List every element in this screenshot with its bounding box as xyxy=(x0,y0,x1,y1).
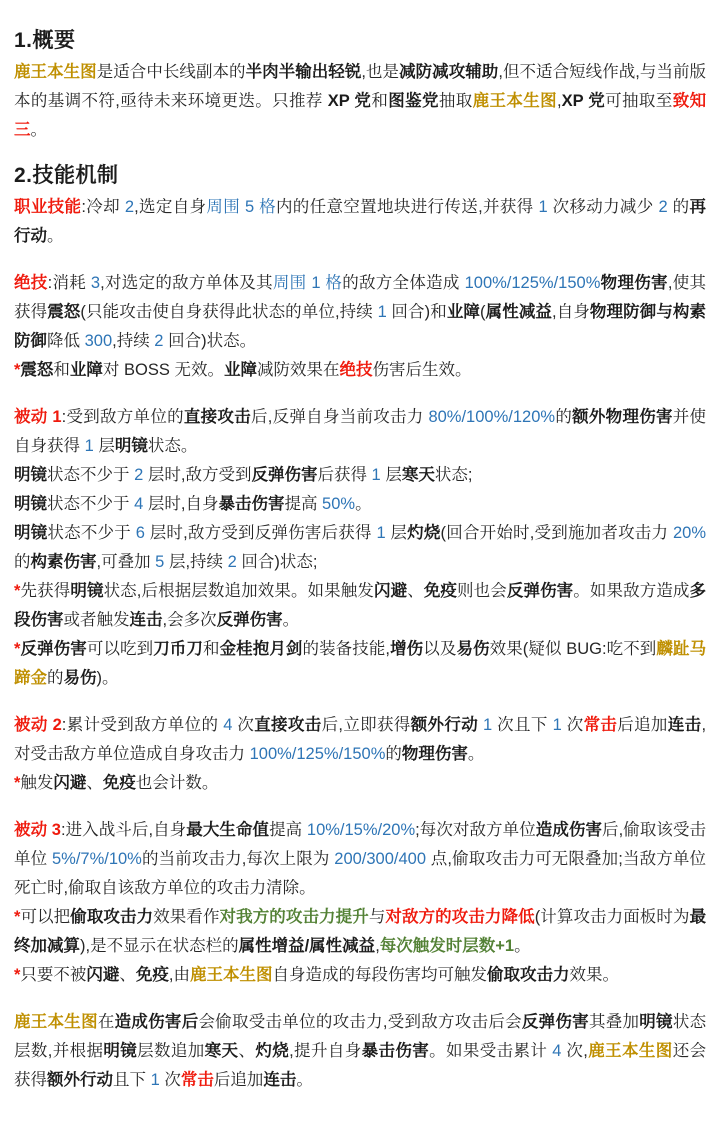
text-run: 的当前攻击力,每次上限为 xyxy=(141,850,335,868)
text-run: 灼烧 xyxy=(255,1042,290,1060)
paragraph xyxy=(14,58,706,145)
text-run: 还会获得 xyxy=(14,1042,707,1089)
text-run: 常击 xyxy=(583,716,618,734)
text-run: 连击 xyxy=(129,611,163,629)
text-run: 100%/125%/150% xyxy=(464,274,601,292)
text-run: 周围 1 格 xyxy=(272,274,343,292)
text-run: 震怒 xyxy=(47,303,81,321)
text-run: ,自身 xyxy=(552,303,590,321)
text-run: 后追加 xyxy=(213,1071,264,1089)
text-run: 。 xyxy=(282,611,300,629)
text-run: 明镜 xyxy=(103,1042,138,1060)
text-run: 次移动力减少 xyxy=(547,198,659,216)
heading-skill-mechanics xyxy=(14,163,706,189)
text-run: 明镜 xyxy=(14,495,47,513)
text-run: 业障 xyxy=(69,361,103,379)
text-run: 可抽取至 xyxy=(605,92,673,110)
text-run: 或者触发 xyxy=(63,611,130,629)
text-run: 反弹伤害 xyxy=(521,1013,589,1031)
text-run: 多段伤害 xyxy=(14,582,707,629)
text-run: 层 xyxy=(93,437,115,455)
text-run: 和 xyxy=(202,640,220,658)
text-run: 每次触发时层数+1 xyxy=(379,937,515,955)
paragraph xyxy=(14,403,706,461)
text-run: 只要不被 xyxy=(20,966,87,984)
text-run: 物理伤害 xyxy=(600,274,668,292)
text-run: 1 xyxy=(538,198,548,216)
text-run: 10%/15%/20% xyxy=(306,821,416,839)
text-run: 闪避 xyxy=(53,774,87,792)
text-run: 金桂抱月剑 xyxy=(219,640,303,658)
text-run: 自身造成的每段伤害均可触发 xyxy=(272,966,488,984)
text-run: 明镜 xyxy=(639,1013,673,1031)
text-run: 业障 xyxy=(223,361,257,379)
text-run: 3 xyxy=(90,274,101,292)
text-run: 与 xyxy=(368,908,386,926)
text-run: 业障 xyxy=(446,303,481,321)
text-run: 对敌方的攻击力降低 xyxy=(385,908,535,926)
text-run: 其叠加 xyxy=(588,1013,640,1031)
text-run: 连击 xyxy=(263,1071,297,1089)
text-run: 。 xyxy=(355,495,372,513)
text-run: 层时,敌方受到反弹伤害后获得 xyxy=(144,524,377,542)
text-run: 增伤 xyxy=(390,640,424,658)
text-run: 层 xyxy=(380,466,402,484)
text-run: :受到敌方单位的 xyxy=(61,408,184,426)
text-run: 次 xyxy=(159,1071,181,1089)
text-run: * xyxy=(14,640,21,658)
text-run: 1.概要 xyxy=(14,29,76,52)
text-run: 伤害后生效。 xyxy=(372,361,472,379)
text-run: 造成伤害 xyxy=(535,821,603,839)
text-run: 和 xyxy=(371,92,389,110)
text-run: 偷取攻击力 xyxy=(70,908,154,926)
text-run: 额外行动 xyxy=(410,716,479,734)
text-run: 也会计数。 xyxy=(135,774,219,792)
text-run: 状态不少于 xyxy=(47,524,136,542)
text-run: 致知三 xyxy=(14,92,707,139)
passive-3-paragraph xyxy=(14,816,706,990)
text-run: (回合开始时,受到施加者攻击力 xyxy=(440,524,673,542)
text-run: 寒天 xyxy=(401,466,435,484)
text-run: 次 xyxy=(561,716,584,734)
text-run: 鹿王本生图 xyxy=(14,1013,98,1031)
text-run: 绝技 xyxy=(339,361,373,379)
text-run: 可以吃到 xyxy=(86,640,154,658)
text-run: ,由 xyxy=(168,966,191,984)
text-run: 、 xyxy=(86,774,103,792)
text-run: 的 xyxy=(667,198,690,216)
text-run: 震怒 xyxy=(20,361,54,379)
text-run: 4 xyxy=(134,495,144,513)
text-run: 1 xyxy=(84,437,94,455)
text-run: 点,偷取攻击力可无限叠加;当敌方单位死亡时,偷取自该敌方单位的攻击力清除。 xyxy=(14,850,707,897)
text-run: 5 xyxy=(155,553,165,571)
text-run: 麟趾马蹄金 xyxy=(14,640,707,687)
text-run: 回合)状态; xyxy=(236,553,318,571)
text-run: 明镜 xyxy=(114,437,148,455)
text-run: 会偷取受击单位的攻击力,受到敌方攻击后会 xyxy=(198,1013,522,1031)
text-run: 后,偷取该受击单位 xyxy=(14,821,707,868)
text-run: 300 xyxy=(84,332,113,350)
text-run: 提高 xyxy=(284,495,323,513)
text-run: 后追加 xyxy=(617,716,668,734)
text-run: 的敌方全体造成 xyxy=(342,274,465,292)
text-run: 先获得 xyxy=(20,582,71,600)
text-run: 。如果受击累计 xyxy=(429,1042,553,1060)
text-run: 1 xyxy=(371,466,381,484)
text-run: ,会多次 xyxy=(162,611,217,629)
text-run: 后,立即获得 xyxy=(321,716,411,734)
text-run: 次 xyxy=(232,716,255,734)
paragraph xyxy=(14,903,706,961)
text-run: :累计受到敌方单位的 xyxy=(61,716,224,734)
text-run: 物理伤害 xyxy=(401,745,468,763)
text-run: * xyxy=(14,774,21,792)
text-run: 1 xyxy=(150,1071,160,1089)
text-run: , xyxy=(375,937,380,955)
class-skill-paragraph xyxy=(14,193,706,251)
text-run: 职业技能 xyxy=(14,198,82,216)
text-run: 20% xyxy=(672,524,707,542)
text-run: 在 xyxy=(97,1013,115,1031)
text-run: 反弹伤害 xyxy=(20,640,87,658)
text-run: 偷取攻击力 xyxy=(487,966,570,984)
text-run: 构素伤害 xyxy=(30,553,97,571)
text-run: 明镜 xyxy=(14,524,48,542)
text-run: 周围 5 格 xyxy=(206,198,276,216)
text-run: 反弹伤害 xyxy=(216,611,283,629)
text-run: 减防效果在 xyxy=(256,361,340,379)
text-run: 物理防御与构素防御 xyxy=(14,303,707,350)
text-run: 后,反弹自身当前攻击力 xyxy=(250,408,429,426)
text-run: 属性增益/属性减益 xyxy=(238,937,376,955)
text-run: 状态层数,并根据 xyxy=(14,1013,707,1060)
text-run: 效果看作 xyxy=(153,908,220,926)
paragraph xyxy=(14,490,706,519)
text-run: 造成伤害后 xyxy=(114,1013,199,1031)
text-run: , xyxy=(557,92,562,110)
text-run: 。 xyxy=(467,745,485,763)
text-run: 对 BOSS 无效。 xyxy=(102,361,224,379)
text-run: 的 xyxy=(555,408,573,426)
paragraph xyxy=(14,519,706,577)
text-run: 直接攻击 xyxy=(183,408,251,426)
text-run: 并使自身获得 xyxy=(14,408,707,455)
text-run: 。 xyxy=(514,937,531,955)
text-run: 6 xyxy=(135,524,145,542)
text-run: 刀币刀 xyxy=(153,640,203,658)
text-run: 1 xyxy=(376,524,386,542)
text-run: ,提升自身 xyxy=(289,1042,362,1060)
text-run: ,对选定的敌方单体及其 xyxy=(100,274,273,292)
text-run: 暴击伤害 xyxy=(218,495,285,513)
text-run: 层 xyxy=(385,524,408,542)
text-run: 易伤 xyxy=(63,669,97,687)
text-run: 5%/7%/10% xyxy=(51,850,142,868)
text-run: 免疫 xyxy=(423,582,458,600)
text-run: ,也是 xyxy=(361,63,400,81)
text-run: 闪避 xyxy=(86,966,120,984)
text-run: (只能攻击使自身获得此状态的单位,持续 xyxy=(80,303,378,321)
text-run: XP 党 xyxy=(561,92,606,110)
text-run: 常击 xyxy=(180,1071,214,1089)
text-run: ,持续 xyxy=(112,332,155,350)
text-run: :消耗 xyxy=(47,274,91,292)
text-run: XP 党 xyxy=(327,92,372,110)
text-run: 2 xyxy=(227,553,237,571)
text-run: ( xyxy=(480,303,486,321)
section-heading xyxy=(14,28,706,54)
text-run: 明镜 xyxy=(14,466,47,484)
text-run: 次, xyxy=(561,1042,588,1060)
paragraph xyxy=(14,1008,706,1095)
text-run: ;每次对敌方单位 xyxy=(415,821,536,839)
text-run: 2.技能机制 xyxy=(14,164,119,187)
text-run: 被动 2 xyxy=(14,716,62,734)
text-run: 的 xyxy=(14,553,31,571)
text-run: 额外物理伤害 xyxy=(572,408,673,426)
text-run: 反弹伤害 xyxy=(506,582,574,600)
text-run: 状态不少于 xyxy=(47,466,135,484)
text-run: 免疫 xyxy=(135,966,169,984)
text-run: ,使其获得 xyxy=(14,274,706,321)
text-run: 鹿王本生图 xyxy=(472,92,558,110)
text-run: 2 xyxy=(154,332,164,350)
text-run: 层时,敌方受到 xyxy=(143,466,252,484)
text-run: 层时,自身 xyxy=(143,495,219,513)
paragraph xyxy=(14,577,706,635)
paragraph xyxy=(14,356,706,385)
text-run: 反弹伤害 xyxy=(251,466,318,484)
text-run: 提高 xyxy=(269,821,307,839)
text-run: 4 xyxy=(223,716,233,734)
text-run: 以及 xyxy=(423,640,457,658)
text-run: 半肉半输出轻锐 xyxy=(245,63,362,81)
summary-paragraph xyxy=(14,1008,706,1095)
text-run: 图鉴党 xyxy=(388,92,439,110)
paragraph xyxy=(14,816,706,903)
text-run: ),是不显示在状态栏的 xyxy=(80,937,239,955)
text-run: 免疫 xyxy=(102,774,136,792)
text-run: 鹿王本生图 xyxy=(14,63,97,81)
paragraph xyxy=(14,769,706,798)
passive-1-paragraph xyxy=(14,403,706,693)
text-run: :进入战斗后,自身 xyxy=(60,821,187,839)
text-run: 鹿王本生图 xyxy=(190,966,273,984)
text-run: 和 xyxy=(53,361,70,379)
text-run: ,选定自身 xyxy=(134,198,207,216)
text-run: 的 xyxy=(385,745,402,763)
text-run: 回合)状态。 xyxy=(163,332,257,350)
text-run: 状态; xyxy=(434,466,473,484)
text-run: 2 xyxy=(658,198,668,216)
text-run: 、 xyxy=(238,1042,256,1060)
text-run: (计算攻击力面板时为 xyxy=(534,908,690,926)
text-run: :冷却 xyxy=(81,198,125,216)
text-run: 连击 xyxy=(667,716,702,734)
text-run: * xyxy=(14,582,21,600)
text-run: 层数追加 xyxy=(137,1042,205,1060)
text-run: 1 xyxy=(377,303,387,321)
text-run: * xyxy=(14,966,21,984)
text-run: 状态不少于 xyxy=(47,495,135,513)
text-run: 直接攻击 xyxy=(254,716,322,734)
text-run: 且下 xyxy=(113,1071,151,1089)
heading-overview xyxy=(14,28,706,54)
ultimate-skill-paragraph xyxy=(14,269,706,385)
text-run: ,可叠加 xyxy=(96,553,156,571)
text-run: 效果(疑似 BUG:吃不到 xyxy=(489,640,657,658)
text-run: 4 xyxy=(552,1042,562,1060)
text-run: 再行动 xyxy=(14,198,707,245)
section-heading xyxy=(14,163,706,189)
text-run: 1 xyxy=(483,716,493,734)
text-run: * xyxy=(14,361,21,379)
text-run: 状态,后根据层数追加效果。如果触发 xyxy=(103,582,374,600)
text-run: 100%/125%/150% xyxy=(249,745,386,763)
text-run: 被动 3 xyxy=(14,821,61,839)
text-run: 2 xyxy=(134,466,144,484)
text-run: 被动 1 xyxy=(14,408,62,426)
text-run: ,但不适合短线作战,与当前版本的基调不符,亟待未来环境更迭。只推荐 xyxy=(14,63,707,110)
text-run: 的 xyxy=(47,669,64,687)
paragraph xyxy=(14,461,706,490)
text-run: )。 xyxy=(96,669,119,687)
text-run: 2 xyxy=(124,198,135,216)
text-run: 则也会 xyxy=(457,582,507,600)
text-run: 、 xyxy=(119,966,136,984)
text-run: 抽取 xyxy=(438,92,473,110)
text-run: 灼烧 xyxy=(407,524,441,542)
text-run: 次且下 xyxy=(492,716,553,734)
paragraph xyxy=(14,635,706,693)
text-run: 效果。 xyxy=(569,966,620,984)
text-run: 减防减攻辅助 xyxy=(399,63,499,81)
text-run: 是适合中长线副本的 xyxy=(96,63,246,81)
text-run: 降低 xyxy=(47,332,85,350)
paragraph xyxy=(14,711,706,769)
text-run: 易伤 xyxy=(456,640,490,658)
text-run: 层,持续 xyxy=(164,553,228,571)
text-run: 暴击伤害 xyxy=(361,1042,430,1060)
text-run: ,对受击敌方单位造成自身攻击力 xyxy=(14,716,707,763)
text-run: 对我方的攻击力提升 xyxy=(219,908,369,926)
text-run: 属性减益 xyxy=(485,303,553,321)
text-run: 50% xyxy=(322,495,356,513)
text-run: 200/300/400 xyxy=(334,850,427,868)
overview-paragraph xyxy=(14,58,706,145)
text-run: 最终加减算 xyxy=(14,908,707,955)
text-run: * xyxy=(14,908,21,926)
text-run: 鹿王本生图 xyxy=(587,1042,673,1060)
text-run: 明镜 xyxy=(70,582,104,600)
text-run: 闪避 xyxy=(373,582,408,600)
text-run: 最大生命值 xyxy=(186,821,270,839)
text-run: 的装备技能, xyxy=(302,640,391,658)
text-run: 可以把 xyxy=(20,908,71,926)
text-run: 额外行动 xyxy=(47,1071,113,1089)
passive-2-paragraph xyxy=(14,711,706,798)
text-run: 触发 xyxy=(20,774,54,792)
text-run: 1 xyxy=(552,716,562,734)
text-run: 后获得 xyxy=(317,466,372,484)
text-run: 状态。 xyxy=(147,437,198,455)
text-run: 。 xyxy=(296,1071,313,1089)
text-run: 、 xyxy=(407,582,424,600)
paragraph xyxy=(14,269,706,356)
text-run: 绝技 xyxy=(14,274,48,292)
text-run: 回合)和 xyxy=(386,303,447,321)
text-run: 内的任意空置地块进行传送,并获得 xyxy=(275,198,539,216)
text-run: 。如果敌方造成 xyxy=(573,582,690,600)
paragraph xyxy=(14,961,706,990)
text-run: 。 xyxy=(47,227,64,245)
text-run: 80%/100%/120% xyxy=(428,408,556,426)
paragraph xyxy=(14,193,706,251)
text-run: 寒天 xyxy=(204,1042,239,1060)
text-run: 。 xyxy=(30,121,47,139)
